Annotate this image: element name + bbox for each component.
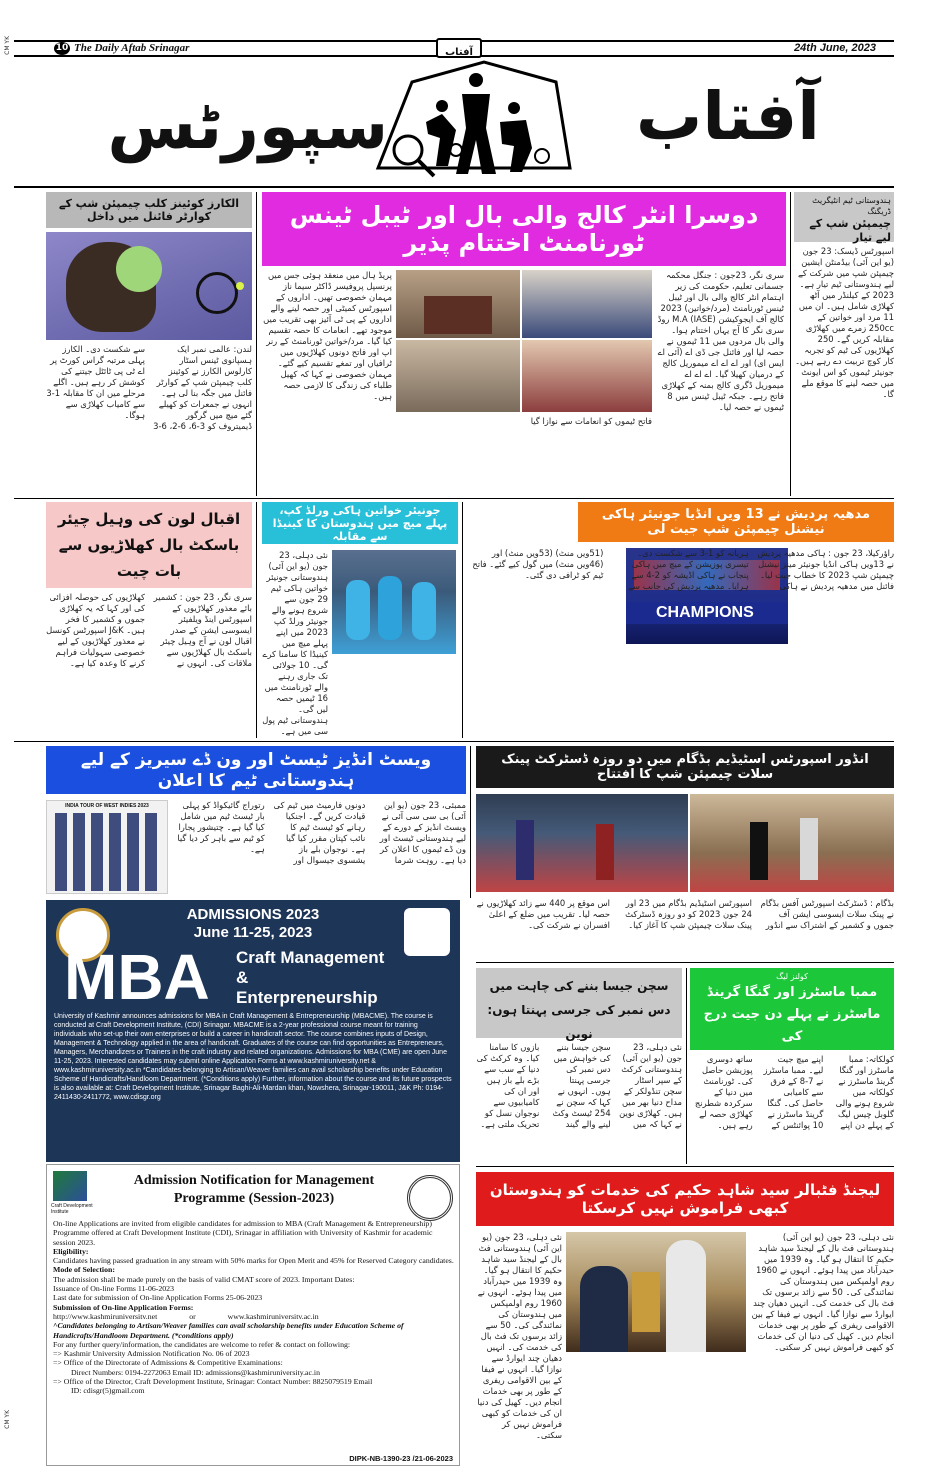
basketball-body: سری نگر، 23 جون : کشمیر بائے معذور کھلاڑیوں کے اسپورٹس اینڈ ویلفیئر ایسوسی ایشن کے صدر اقبال لون نے آج وہیل چیئر باسکٹ بال کھلاڑیوں سے ملاقات کی۔ انہوں نے کھلاڑیوں کی حوصلہ افزائی کی اور کہا کہ یہ کھلاڑی جموں و کشمیر کا فخر ہیں۔ J&K اسپورٹس کونسل نے معذور کھلاڑیوں کے لیے خصوصی سہولیات فراہم کرنے کا وعدہ کیا ہے۔ [46,592,252,668]
budgam-headline: انڈور اسپورٹس اسٹیڈیم بڈگام میں دو روزہ ڈسٹرکٹ پینک سلات چیمپئن شپ کا افتتاح [476,746,894,788]
ranking-body: اسپورٹس ڈیسک: 23 جون (یو این آئی) بیڈمنٹن ایشین چیمپئن شپ میں شرکت کے لیے ہندوستانی ٹیم تیار ہے۔ 2023 کے کیلنڈر میں آٹھ کھلاڑی شامل ہیں۔ ان میں 11 مرد اور خواتین کے 250cc زمرے میں کھلاڑی مقابلہ کریں گے۔ 250 کھلاڑیوں کی ٹیم کو تجربہ کار کوچ تربیت دے رہے ہیں۔ جونیئر ٹیموں کو اس ایونٹ میں حصہ لینے کا موقع ملے گا۔ [795,246,894,399]
notification-eligibility-heading: Eligibility: [53,1246,89,1256]
notification-logo-right [407,1175,453,1221]
ranking-kicker: ہندوستانی ٹیم انٹیگریٹ ڈریگنگ [812,196,891,216]
notification-selection-1: The admission shall be made purely on the basis of valid CMAT score of 2023. Important Dates: [53,1274,355,1284]
small-logo-text: آفتاب [445,47,473,58]
notification-contact-5: ID: cdisgr(5)gmail.com [71,1386,145,1396]
tt-photo-4 [522,340,652,412]
page-number: 10 [55,43,69,53]
mba-ad-program-1: Craft Management [236,948,385,967]
mba-ad-mba: MBA [64,941,210,1013]
tendulkar-headline-1: سچن جیسا بننے کی چاہت میں [489,979,669,993]
west-indies-graphic [46,800,168,894]
budgam-photo-1 [476,794,688,892]
alcaraz-headline: الکارز کوئینز کلب چیمپئن شپ کے کوارٹر فائنل میں داخل [46,192,252,228]
hakeem-body-continued: نئی دہلی، 23 جون (یو این آئی) ہندوستانی فٹ بال کے لیجنڈ سید شاہد حکیم کا انتقال ہو گیا۔ وہ 1939 میں حیدرآباد میں پیدا ہوئے۔ انہوں نے 1960 روم اولمپکس میں ہندوستان کی نمائندگی کی۔ 50 سے زائد برسوں تک فٹ بال کی خدمت کی۔ انہیں دھیان چند ایوارڈ سے نوازا گیا۔ انہوں نے فیفا کے بین الاقوامی ریفری کے طور پر بھی خدمات انجام دیں۔ کھیل کی دنیا ان کی خدمات کو کبھی فراموش نہیں کر سکتی۔ [477,1232,562,1440]
mp-champion-banner: CHAMPIONS [656,604,754,621]
mahamasters-kicker: کولنز لیگ [776,972,808,981]
notification-title-1: Admission Notification for Management [133,1173,375,1188]
mba-ad-dates: June 11-25, 2023 [193,924,313,941]
notification-eligibility: Candidates having passed graduation in any stream with 50% marks for Open Merit and 45% for Reserved Category candidates. [53,1256,454,1266]
tt-headline: دوسرا انٹر کالج والی بال اور ٹیبل ٹینس ٹورنامنٹ اختتام پذیر [262,192,786,266]
budgam-body: بڈگام : ڈسٹرکٹ اسپورٹس آفس بڈگام نے پینک سلات ایسوسی ایشن آف جموں و کشمیر کے اشتراک سے انڈور اسپورٹس اسٹیڈیم بڈگام میں 23 اور 24 جون 2023 کو دو روزہ ڈسٹرکٹ پینک سلات چیمپئن شپ کا آغاز کیا۔ اس موقع پر 440 سے زائد کھلاڑیوں نے حصہ لیا۔ تقریب میں ضلع کے اعلیٰ افسران نے شرکت کی۔ [476,898,894,930]
mba-ad-body: University of Kashmir announces admissions for MBA in Craft Management & Entrepreneurship (MBACME). The course is conducted at Craft Development Institute, (CDI) Srinagar. MBACME is a 2-year professional course meant for training individuals who set-up their own enterprises or build a career in handicraft sector. The course combines inputs of Design, Management & Technology applied in the area of handicraft. Graduates of the course can find opportunities as Entrepreneurs, Managers, Merchandizers or Trainers in the craft industry and related organizations. Admissions for MBA (CME) are open June 11-25, 2023. Interested candidates may submit online Application Forms at www.kashmiruniversity.net & www.kashmiruniversity.ac.in *Candidates belonging to Artisan/Weaver families can avail scholarship benefits under Education Scheme of Handicrafts/Handloom Department. (*Conditions apply) Further, information about the course and its future prospects is also available at: Craft Development Institute, Srinagar Baghi-Ali-Mardan khan, Nowshera, Srinagar-190011, J&K Ph: 0194-2411430-2411772, www.cdisgr.org [54,1013,452,1101]
tendulkar-head-box [476,968,682,1041]
mba-ad-logo-right [404,908,450,956]
col-rule-6 [686,968,687,1164]
west-indies-body: ممبئی، 23 جون (یو این آئی) بی سی سی آئی نے ویسٹ انڈیز کے دورے کے لیے ہندوستانی ٹیسٹ اور ون ڈے ٹیموں کا اعلان کر دیا ہے۔ روہت شرما دونوں فارمیٹ میں ٹیم کی قیادت کریں گے۔ اجنکیا رہانے کو ٹیسٹ ٹیم کا نائب کپتان مقرر کیا گیا ہے۔ نوجوان بلے باز یشسوی جیسوال اور رتوراج گائیکواڈ کو پہلی بار ٹیسٹ ٹیم میں شامل کیا گیا ہے۔ چتیشور پجارا کو ٹیم سے باہر کر دیا گیا ہے۔ [177,800,466,865]
row4-rule [476,1166,894,1167]
small-logo [436,38,482,58]
notification-title-2: Programme (Session-2023) [173,1191,335,1206]
notification-logo-text: Craft Development Institute [51,1203,93,1215]
hockey-women-headline: جونیئر خواتین ہاکی ورلڈ کپ، پہلے میچ میں ہندوستان کا کینیڈا سے مقابلہ [262,502,458,544]
mp-champion-headline: مدھیہ پردیش نے 13 ویں انڈیا جونیئر ہاکی نیشنل چیمپئن شپ جیت لی [578,502,894,542]
budgam-photo-2 [690,794,894,892]
col-rule-2 [790,192,791,496]
notification-intro: On-line Applications are invited from eligible candidates for admission to MBA (Craft Management & Entrepreneurship) Programme offered at Craft Development Institute (CDI), Srinagar in affiliation with University of Kashmir for academic session 2023. [53,1219,433,1247]
edition-date: 24th June, 2023 [794,42,876,54]
paper-name: The Daily Aftab Srinagar [74,42,190,54]
tt-photo-2 [522,270,652,338]
tt-photo-1 [396,270,520,338]
mba-ad-program-2: & [236,968,249,987]
row1-rule [14,498,894,499]
west-indies-graphic-title: INDIA TOUR OF WEST INDIES 2023 [65,803,149,809]
notification-or: or [189,1311,196,1321]
notification-contact-4: => Office of the Director, Craft Development Institute, Srinagar: Contact Number: 8825079519 Email [53,1377,373,1387]
tt-body-left: پریڈ ہال میں منعقد ہوئی جس میں پرنسپل پروفیسر ڈاکٹر سیما ناز مہمان خصوصی تھیں۔ اداروں کے اسپورٹس کمیٹی اور حصہ لینے والے اداروں کے پی ٹی آئیز بھی تقریب میں موجود تھے۔ انعامات کا حصہ تقسیم کیا گیا۔ مرد/خواتین ٹورنامنٹ کے رنر اپ اور فاتح دونوں کھلاڑیوں میں ٹرافیاں اور تمغے تقسیم کیے گئے۔ مہمان خصوصی نے کہا کہ کھیل طلباء کی زندگی کا لازمی حصہ ہیں۔ [263,270,392,401]
ranking-box [794,192,894,242]
col-rule-5 [470,746,471,898]
notification-ref: DIPK-NB-1390-23 /21-06-2023 [349,1454,453,1463]
tt-body-right: سری نگر، 23جون : جنگل محکمہ جسمانی تعلیم، حکومت کی زیر اہتمام انٹر کالج والی بال اور ٹیبل ٹینس ٹورنامنٹ (مرد/خواتین) 2023 کالج آف ایجوکیشن M.A (IASE) روڈ سری نگر کا آج یہاں اختتام ہوا۔ والی بال مردوں میں 11 ٹیموں نے حصہ لیا اور فائنل جی ڈی اے (آئی اے ایس ای) اور اے اے اے میموریل کالج کے درمیان کھیلا گیا۔ اے اے اے میموریل ڈگری کالج بمنہ کے کھلاڑی فاتح رہے۔ جبکہ ٹیبل ٹینس میں 8 ٹیموں نے حصہ لیا۔ [657,270,784,412]
col-rule-4 [462,502,463,738]
hockey-women-body: نئی دہلی، 23 جون (یو این آئی) ہندوستانی جونیئر خواتین ہاکی ٹیم 29 جون سے شروع ہونے والے جونیئر ورلڈ کپ 2023 میں اپنے پہلے میچ میں کینیڈا کا سامنا کرے گی۔ 10 جولائی تک جاری رہنے والے ٹورنامنٹ میں 16 ٹیمیں حصہ لیں گی۔ ہندوستانی ٹیم پول سی میں ہے۔ [262,550,328,736]
notification-selection-2: Issuance of On-line Forms 11-06-2023 [53,1284,174,1294]
mba-ad-program-3: Enterpreneurship [236,988,378,1007]
sports-logo-illustration [356,58,586,186]
notification-url-2[interactable]: www.kashmiruniversitv.ac.in [227,1311,319,1321]
mba-ad [46,900,460,1162]
notification-contact-2: => Office of the Directorate of Admissions & Competitive Examinations: [53,1358,283,1368]
west-indies-headline: ویسٹ انڈیز ٹیسٹ اور ون ڈے سیریز کے لیے ہندوستانی ٹیم کا اعلان [46,746,466,794]
alcaraz-body: لندن: عالمی نمبر ایک ہسپانوی ٹینس اسٹار کارلوس الکارز نے کوئینز کلب چیمپئن شپ کے کوارٹر فائنل میں جگہ بنا لی ہے۔ انہوں نے جمعرات کو کھیلے گئے میچ میں گرگور ڈیمیتروف کو 3-6، 6-2، 6-3 سے شکست دی۔ الکارز پہلی مرتبہ گراس کورٹ پر اے ٹی پی ٹائٹل جیتنے کی کوشش کر رہے ہیں۔ اگلے مرحلے میں ان کا مقابلہ 1-3 سے کامیاب کھلاڑی سے ہوگا۔ [46,344,252,431]
notification-selection-heading: Mode of Selection: [53,1265,115,1275]
mahamasters-body: کولکاتہ: ممبا ماسٹرز اور گنگا گرینڈ ماسٹرز نے کولکاتہ میں شروع ہونے والی گلوبل چیس لیگ کے پہلے دن اپنے اپنے میچ جیت لیے۔ ممبا ماسٹرز نے 7-8 کے فرق سے کامیابی حاصل کی۔ گنگا گرینڈ ماسٹرز نے 10 پوائنٹس کے ساتھ دوسری پوزیشن حاصل کی۔ ٹورنامنٹ میں دنیا کے سرکردہ شطرنج کھلاڑی حصہ لے رہے ہیں۔ [694,1054,894,1130]
hakeem-headline: لیجنڈ فٹبالر سید شاہد حکیم کی خدمات کو ہندوستان کبھی فراموش نہیں کرسکتا [476,1172,894,1226]
basketball-headline: اقبال لون کی وہیل چیئر باسکٹ بال کھلاڑیوں سے بات چیت [46,502,252,588]
brand-title-left: سپورٹس [107,90,388,164]
col-rule-3 [256,502,257,738]
notification-url-1[interactable]: http://www.kashmiruniversitv.net [53,1311,158,1321]
margin-mark-bottom: CM YK [4,1410,11,1429]
notification-logo-left [53,1171,87,1201]
page-number-badge [54,42,70,55]
tt-photo-3 [396,340,520,412]
notification-submission-heading: Submission of On-line Application Forms: [53,1302,194,1312]
margin-mark-top: CM YK [4,36,11,55]
notification-contact-1: => Kashmir University Admission Notification No. 06 of 2023 [53,1349,250,1359]
mahamasters-head-box [690,968,894,1050]
notification-body [53,1219,455,1465]
row3-rule [476,962,894,963]
tendulkar-headline-2: دس نمبر کی جرسی پہنتا ہوں: نوین [487,1003,671,1041]
hakeem-body: نئی دہلی، 23 جون (یو این آئی) ہندوستانی فٹ بال کے لیجنڈ سید شاہد حکیم کا انتقال ہو گیا۔ وہ 1939 میں حیدرآباد میں پیدا ہوئے۔ انہوں نے 1960 روم اولمپکس میں ہندوستان کی نمائندگی کی۔ 50 سے زائد برسوں تک فٹ بال کی خدمت کی۔ انہیں دھیان چند ایوارڈ سے نوازا گیا۔ انہوں نے فیفا کے بین الاقوامی ریفری کے طور پر بھی خدمات انجام دیں۔ کھیل کی دنیا ان کی خدمات کو کبھی فراموش نہیں کر سکتی۔ [751,1232,894,1352]
notification-note: ^Candidates belonging to Artisan/Weaver families can avail scholarship benefits under Education Scheme of Handicrafts/Handloom Department. (*conditions apply) [53,1321,404,1340]
notification-contact-3: Direct Numbers: 0194-2272063 Email ID: admissions@kashmiruniversity.ac.in [71,1367,320,1377]
hakeem-photo [566,1232,746,1352]
tendulkar-body: نئی دہلی، 23 جون (یو این آئی) ہندوستانی کرکٹ کے سپر اسٹار سچن تنڈولکر کے مداح دنیا بھر میں ہیں۔ کھلاڑی نوین نے کہا کہ میں سچن جیسا بننے کی خواہش میں دس نمبر کی جرسی پہنتا ہوں۔ انہوں نے کہا کہ سچن نے 254 ٹیسٹ وکٹ لینے والے گیند بازوں کا سامنا کیا۔ وہ کرکٹ کی دنیا کے سب سے بڑے بلے باز ہیں اور ان کی کامیابیوں سے نوجوان نسل کو تحریک ملتی ہے۔ [476,1042,682,1129]
mp-champion-body: راؤرکیلا، 23 جون : ہاکی مدھیہ پردیش نے 13ویں ہاکی انڈیا جونیئر مینز نیشنل چیمپئن شپ 2023 کا خطاب جیت لیا۔ فائنل میں مدھیہ پردیش نے ہاکی ہریانہ کو 1-3 سے شکست دی۔ تیسری پوزیشن کے میچ میں ہاکی پنجاب نے ہاکی اڈیشہ کو 2-4 سے ہرایا۔ مدھیہ پردیش کی جانب سے (51ویں منٹ) (53ویں منٹ) اور (46ویں منٹ) میں گول کیے گئے۔ فاتح ٹیم کو ٹرافی دی گئی۔ [472,548,894,591]
tt-caption: فاتح ٹیموں کو انعامات سے نوازا گیا [530,416,652,426]
masthead-rule [14,186,894,188]
col-rule-1 [256,192,257,496]
brand-title-right: آفتاب [636,78,820,155]
ranking-headline: چیمپئن شپ کے لیے تیار [809,217,891,244]
notification-urls [53,1312,455,1321]
mba-ad-heading: ADMISSIONS 2023 [186,906,320,923]
notification-contact-heading: For any further query/information, the candidates are welcome to refer & contact on following: [53,1339,351,1349]
row2-rule [14,741,894,742]
mahamasters-headline: ممبا ماسٹرز اور گنگا گرینڈ ماسٹرز نے پہلے دن جیت درج کی [703,985,881,1044]
hockey-women-photo [332,550,456,654]
hakeem-body-left [476,1232,562,1464]
alcaraz-photo [46,232,252,340]
notification-ad [46,1164,460,1466]
notification-selection-3: Last date for submission of On-line Application Forms 25-06-2023 [53,1293,263,1303]
